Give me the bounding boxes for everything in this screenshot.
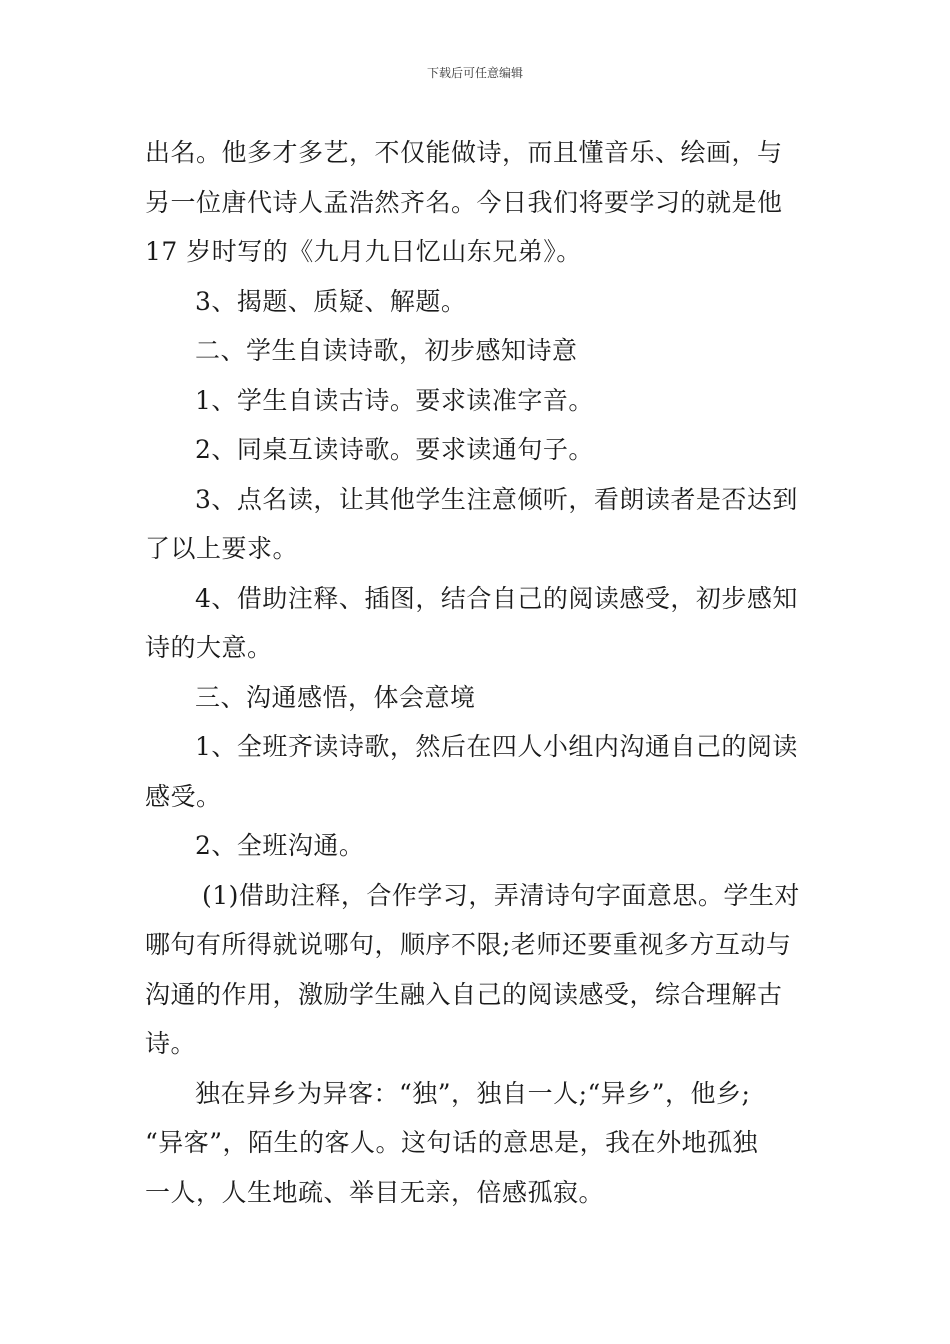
text-line: 哪句有所得就说哪句，顺序不限;老师还要重视多方互动与 (145, 930, 792, 959)
document-body (145, 128, 810, 1217)
text-line: “异客”，陌生的客人。这句话的意思是，我在外地孤独 (145, 1128, 759, 1157)
page-header: 下载后可任意编辑 (426, 66, 523, 80)
section-heading: 二、学生自读诗歌，初步感知诗意 (195, 336, 578, 365)
text-line: 感受。 (145, 781, 222, 811)
text-line: 1、全班齐读诗歌，然后在四人小组内沟通自己的阅读 (195, 732, 798, 761)
text-line: 17 岁时写的《九月九日忆山东兄弟》。 (145, 237, 582, 266)
text-line: 另一位唐代诗人孟浩然齐名。今日我们将要学习的就是他 (145, 187, 783, 217)
text-line: 独在异乡为异客：“独”，独自一人;“异乡”，他乡; (195, 1078, 751, 1108)
text-line: 3、揭题、质疑、解题。 (195, 286, 467, 316)
text-line: 4、借助注释、插图，结合自己的阅读感受，初步感知 (195, 583, 798, 613)
text-line: 1、学生自读古诗。要求读准字音。 (195, 385, 594, 415)
text-line: 出名。他多才多艺，不仅能做诗，而且懂音乐、绘画，与 (145, 138, 783, 167)
text-line: 一人，人生地疏、举目无亲，倍感孤寂。 (145, 1177, 605, 1207)
text-line: 2、同桌互读诗歌。要求读通句子。 (195, 435, 594, 464)
text-line: 诗的大意。 (145, 633, 273, 662)
text-line: 3、点名读，让其他学生注意倾听，看朗读者是否达到 (195, 484, 798, 514)
section-heading: 三、沟通感悟，体会意境 (195, 682, 476, 712)
text-line: 沟通的作用，激励学生融入自己的阅读感受，综合理解古 (145, 979, 783, 1009)
text-line: 诗。 (145, 1029, 197, 1058)
text-line: (1)借助注释，合作学习，弄清诗句字面意思。学生对 (202, 880, 800, 910)
text-line: 了以上要求。 (145, 534, 299, 563)
text-line: 2、全班沟通。 (195, 831, 365, 860)
